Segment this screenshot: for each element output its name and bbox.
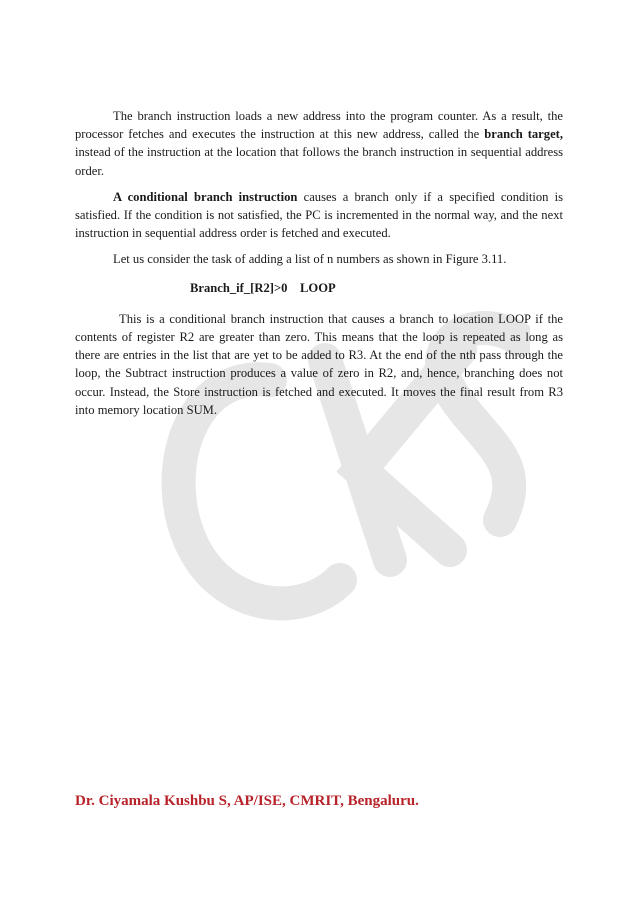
branch-instruction-formula [75,279,563,297]
bold-term-conditional-branch: A conditional branch instruction [113,189,298,204]
paragraph-text: This is a conditional branch instruction that causes a branch to location LOOP if the contents of register R2 are greater than zero. This means that the loop is repeated as long as there are entries in the list that are yet to be added to R3. At the end of the nth pass through the loop, the Subtract instruction produces a value of zero in R2, and, hence, branching does not occur. Instead, the Store instruction is fetched and executed. It moves the final result from R3 into memory location SUM. [75,311,563,417]
paragraph-text: instead of the instruction at the location that follows the branch instruction in sequential address order. [75,145,563,178]
document-body [75,107,563,419]
bold-term-branch-target: branch target, [484,127,564,142]
paragraph-branch-instruction [75,107,563,180]
paragraph-task-intro [75,250,563,268]
formula-instruction: Branch_if_[R2]>0 [190,280,288,295]
paragraph-conditional-branch [75,188,563,243]
paragraph-text: The branch instruction loads a new address into the program counter. As a result, the processor fetches and executes the instruction at this new address, called the [75,109,563,142]
paragraph-text: causes a branch only if a specified condition is satisfied. If the condition is not satisfied, the PC is incremented in the normal way, and the next instruction in sequential address order is fetched and executed. [75,189,564,241]
paragraph-text: Let us consider the task of adding a list of n numbers as shown in Figure 3.11. [113,252,507,267]
formula-target: LOOP [300,280,336,295]
author-footer: Dr. Ciyamala Kushbu S, AP/ISE, CMRIT, Bengaluru. [75,793,419,809]
paragraph-explanation [75,310,563,419]
